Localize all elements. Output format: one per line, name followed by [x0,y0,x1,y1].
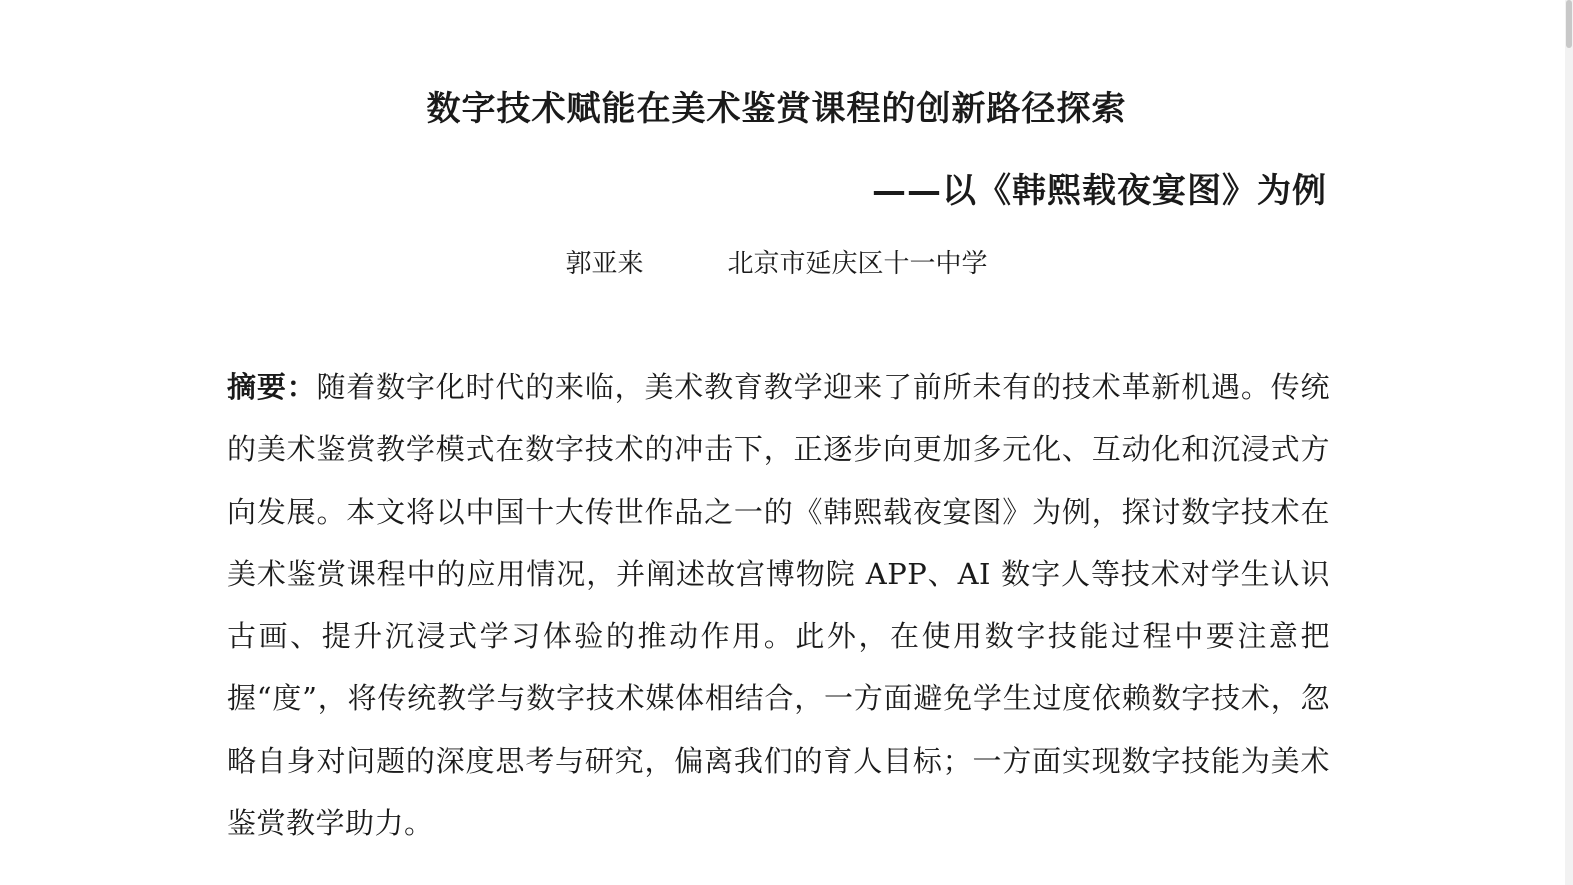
abstract-paragraph [227,356,1330,854]
abstract-label: 摘要： [227,370,317,404]
paper-subtitle: ——以《韩熙载夜宴图》为例 [872,171,1327,211]
author-affiliation: 北京市延庆区十一中学 [727,249,988,279]
paper-title: 数字技术赋能在美术鉴赏课程的创新路径探索 [426,89,1127,129]
abstract-text: 随着数字化时代的来临，美术教育教学迎来了前所未有的技术革新机遇。传统的美术鉴赏教学模式在数字技术的冲击下，正逐步向更加多元化、互动化和沉浸式方向发展。本文将以中国十大传世作品之一的《韩熙载夜宴图》为例，探讨数字技术在美术鉴赏课程中的应用情况，并阐述故宫博物院 APP、AI 数字人等技术对学生认识古画、提升沉浸式学习体验的推动作用。此外，在使用数字技能过程中要注意把握“度”，将传统教学与数字技术媒体相结合，一方面避免学生过度依赖数字技术，忽略自身对问题的深度思考与研究，偏离我们的育人目标；一方面实现数字技能为美术鉴赏教学助力。 [227,370,1330,841]
vertical-scrollbar[interactable] [1565,0,1573,885]
author-name: 郭亚来 [565,249,644,279]
author-line [0,244,1553,284]
scrollbar-thumb[interactable] [1566,0,1572,48]
